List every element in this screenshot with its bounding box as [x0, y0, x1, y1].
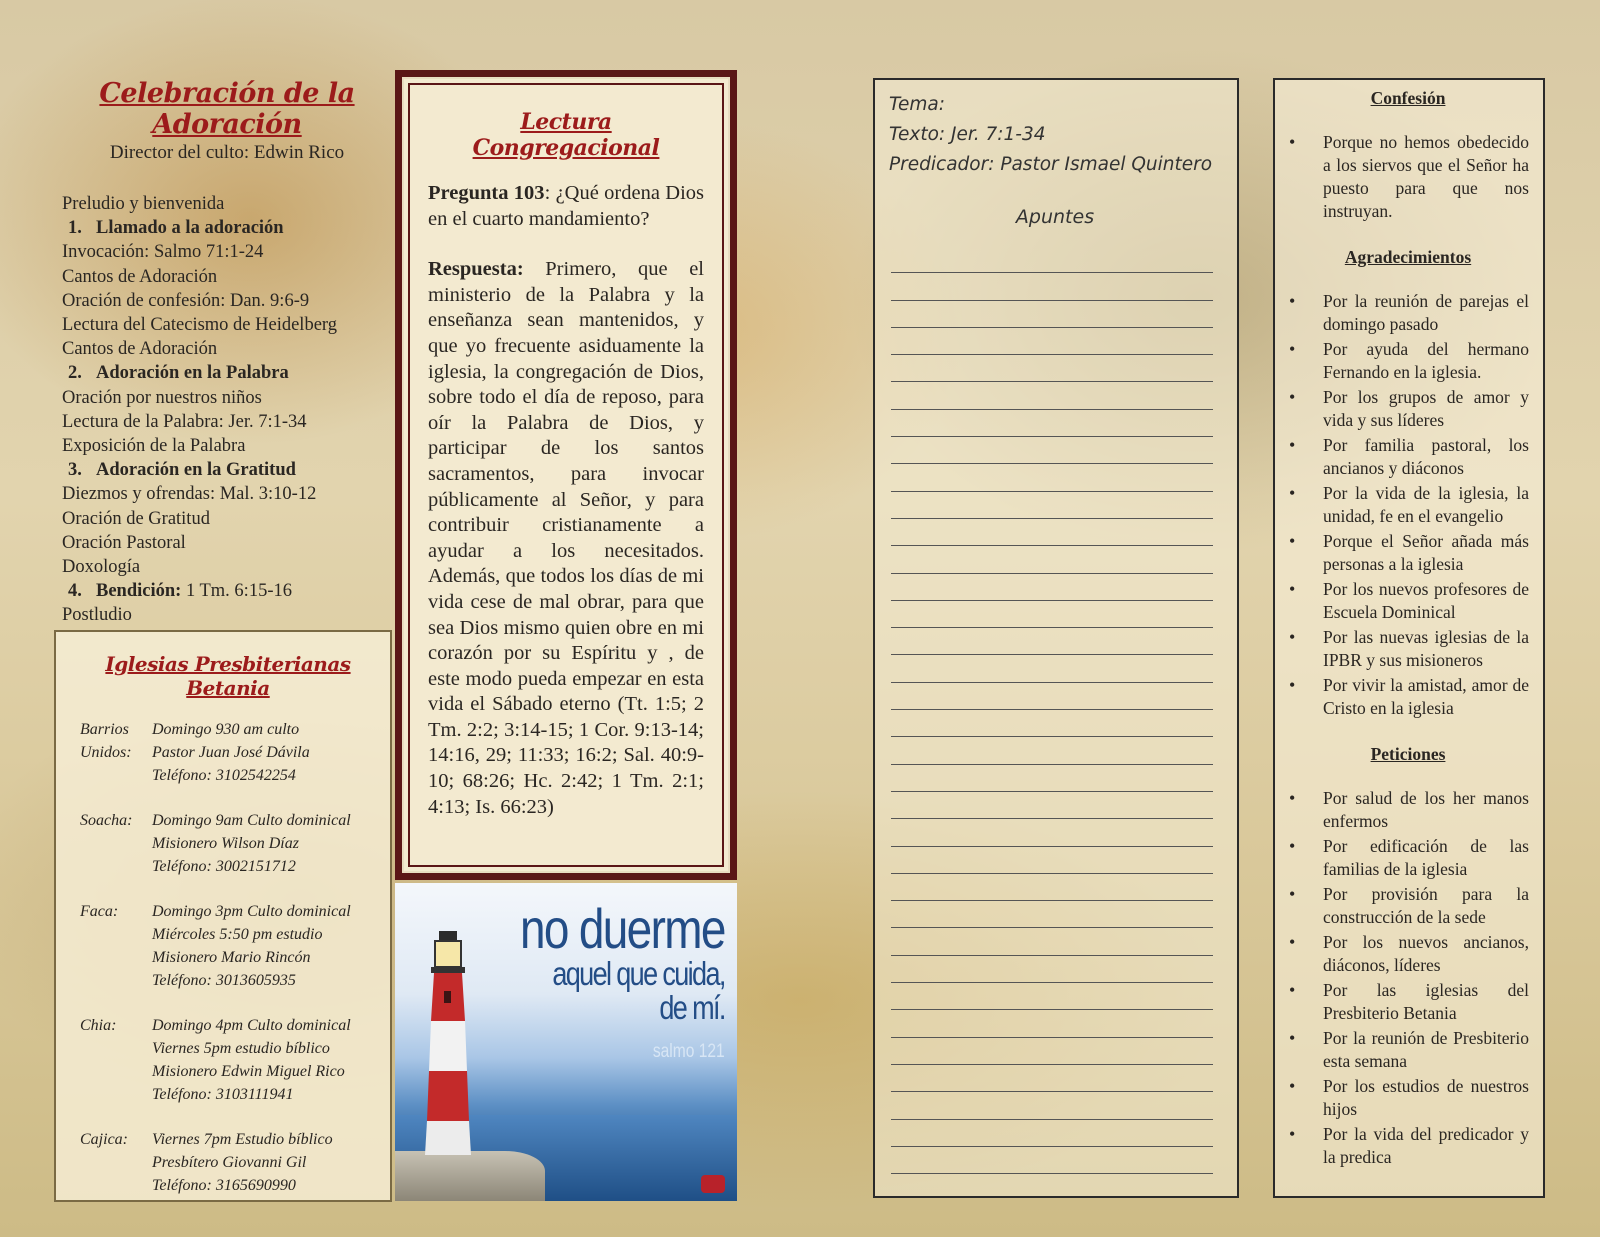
church-city: Soacha:: [80, 812, 133, 829]
church-detail-line: Misionero Edwin Miguel Rico: [152, 1063, 345, 1080]
note-rule-line: [891, 847, 1213, 874]
church-detail-line: Domingo 4pm Culto dominical: [152, 1017, 351, 1034]
sermon-text: Texto: Jer. 7:1-34: [889, 124, 1046, 145]
note-rule-line: [891, 901, 1213, 928]
church-details: [152, 1014, 351, 1106]
church-entry: [80, 900, 376, 992]
church-list: [80, 718, 376, 1197]
sermon-preacher: Predicador: Pastor Ismael Quintero: [889, 154, 1213, 175]
church-entry: [80, 1014, 376, 1106]
quote-line-1: no duerme: [520, 897, 725, 960]
note-rule-line: [891, 765, 1213, 792]
note-rule-line: [891, 792, 1213, 819]
church-detail-line: Domingo 3pm Culto dominical: [152, 903, 351, 920]
note-rule-line: [891, 246, 1213, 273]
section-number: 1.: [68, 218, 82, 239]
note-rule-line: [891, 464, 1213, 491]
prayer-item: • Porque el Señor añada más personas a la iglesia: [1287, 530, 1529, 576]
church-details: [152, 900, 351, 992]
worship-items-list: [62, 192, 392, 628]
note-rule-line: [891, 546, 1213, 573]
worship-item: Oración por nuestros niños: [62, 387, 262, 408]
reading-inner-frame: [402, 77, 730, 873]
notes-heading: Apuntes: [1015, 206, 1095, 228]
prayer-item: • Por los estudios de nuestros hijos: [1287, 1075, 1529, 1121]
publisher-logo-icon: [701, 1175, 725, 1193]
church-detail-line: Pastor Juan José Dávila: [152, 744, 310, 761]
prayer-item: • Por las iglesias del Presbiterio Betania: [1287, 979, 1529, 1025]
note-rule-line: [891, 1147, 1213, 1174]
church-detail-line: Miércoles 5:50 pm estudio: [152, 926, 323, 943]
church-detail-line: Teléfono: 3165690990: [152, 1177, 296, 1194]
confession-list: [1287, 131, 1529, 223]
section-label: Adoración en la Gratitud: [96, 460, 296, 481]
note-rule-line: [891, 737, 1213, 764]
prayer-item: • Por vivir la amistad, amor de Cristo en la iglesia: [1287, 674, 1529, 720]
petitions-heading: Peticiones: [1370, 744, 1446, 764]
petitions-list: [1287, 787, 1529, 1169]
section-label: Llamado a la adoración: [96, 218, 284, 239]
prayer-item: • Por los grupos de amor y vida y sus líderes: [1287, 386, 1529, 432]
church-details: [152, 718, 310, 787]
church-details: [152, 1128, 333, 1197]
prayer-item: • Por los nuevos ancianos, diáconos, líderes: [1287, 931, 1529, 977]
church-detail-line: Teléfono: 3013605935: [152, 972, 296, 989]
answer-label: Respuesta:: [428, 258, 524, 281]
image-quote: [520, 897, 725, 1063]
prayer-item: • Por familia pastoral, los ancianos y diáconos: [1287, 434, 1529, 480]
prayer-item: • Por provisión para la construcción de la sede: [1287, 883, 1529, 929]
prayer-item: • Por la vida del predicador y la predica: [1287, 1123, 1529, 1169]
church-entry: [80, 718, 376, 787]
church-detail-line: Misionero Wilson Díaz: [152, 835, 299, 852]
prayer-item: • Por la reunión de Presbiterio esta semana: [1287, 1027, 1529, 1073]
prayer-item: • Por salud de los her manos enfermos: [1287, 787, 1529, 833]
note-rule-line: [891, 1092, 1213, 1119]
church-city: Barrios Unidos:: [80, 721, 132, 761]
note-rule-line: [891, 328, 1213, 355]
worship-item: Diezmos y ofrendas: Mal. 3:10-12: [62, 484, 317, 505]
prayer-item: • Porque no hemos obedecido a los siervos que el Señor ha puesto para que nos instruyan.: [1287, 131, 1529, 223]
worship-order-panel: [62, 78, 392, 628]
rocky-shore: [395, 1151, 545, 1201]
note-rule-line: [891, 874, 1213, 901]
thanksgiving-heading: Agradecimientos: [1344, 247, 1472, 267]
church-detail-line: Misionero Mario Rincón: [152, 949, 311, 966]
church-city: Faca:: [80, 903, 119, 920]
note-rule-line: [891, 1065, 1213, 1092]
worship-item: Oración de confesión: Dan. 9:6-9: [62, 290, 310, 311]
worship-director: Director del culto: Edwin Rico: [109, 142, 345, 163]
worship-item: Doxología: [62, 557, 141, 578]
prayer-item: • Por los nuevos profesores de Escuela Dominical: [1287, 578, 1529, 624]
note-rule-line: [891, 1010, 1213, 1037]
sermon-notes-panel: [873, 78, 1239, 1198]
note-rule-line: [891, 437, 1213, 464]
worship-item: Oración Pastoral: [62, 532, 186, 553]
prayer-panel: [1273, 78, 1545, 1198]
note-rule-line: [891, 519, 1213, 546]
note-rule-line: [891, 273, 1213, 300]
churches-box: [54, 630, 392, 1202]
note-rule-line: [891, 956, 1213, 983]
prayer-item: • Por las nuevas iglesias de la IPBR y sus misioneros: [1287, 626, 1529, 672]
quote-reference: salmo 121: [653, 1041, 725, 1062]
lighthouse-image: [395, 883, 737, 1201]
quote-line-2: aquel que cuida,: [552, 955, 725, 992]
church-details: [152, 809, 351, 878]
worship-section-heading: [62, 216, 392, 240]
worship-item: Cantos de Adoración: [62, 339, 218, 360]
note-rule-line: [891, 301, 1213, 328]
note-rule-line: [891, 655, 1213, 682]
worship-item: Cantos de Adoración: [62, 266, 218, 287]
church-detail-line: Teléfono: 3002151712: [152, 858, 296, 875]
church-city: Cajica:: [80, 1131, 128, 1148]
question-label: Pregunta 103: [428, 182, 545, 204]
note-rule-line: [891, 410, 1213, 437]
note-rule-line: [891, 382, 1213, 409]
note-rule-line: [891, 1038, 1213, 1065]
worship-item: Lectura del Catecismo de Heidelberg: [62, 315, 337, 336]
prayer-item: • Por ayuda del hermano Fernando en la iglesia.: [1287, 338, 1529, 384]
note-rule-line: [891, 683, 1213, 710]
catechism-answer: [428, 257, 704, 820]
section-number: 4.: [68, 581, 82, 602]
congregational-reading-panel: [395, 70, 737, 880]
note-rule-line: [891, 819, 1213, 846]
question-text: : ¿Qué ordena Dios en el cuarto mandamiento?: [428, 182, 704, 230]
section-number: 2.: [68, 363, 82, 384]
confession-heading: Confesión: [1370, 88, 1446, 108]
church-entry: [80, 809, 376, 878]
worship-item: Lectura de la Palabra: Jer. 7:1-34: [62, 411, 307, 432]
section-label: Adoración en la Palabra: [96, 363, 289, 384]
worship-item: Exposición de la Palabra: [62, 436, 246, 457]
churches-title: Iglesias Presbiterianas Betania: [105, 652, 351, 700]
note-rule-line: [891, 628, 1213, 655]
church-detail-line: Domingo 930 am culto: [152, 721, 300, 738]
worship-section-heading: [62, 361, 392, 385]
section-number: 3.: [68, 460, 82, 481]
lighthouse-icon: [425, 931, 471, 1155]
worship-title: Celebración de la Adoración: [99, 78, 355, 140]
prayer-item: • Por edificación de las familias de la iglesia: [1287, 835, 1529, 881]
note-rule-line: [891, 492, 1213, 519]
church-detail-line: Viernes 7pm Estudio bíblico: [152, 1131, 333, 1148]
note-rule-line: [891, 601, 1213, 628]
worship-item: Postludio: [62, 605, 132, 626]
worship-section-heading: [62, 579, 392, 603]
prayer-item: • Por la vida de la iglesia, la unidad, fe en el evangelio: [1287, 482, 1529, 528]
worship-item: Oración de Gratitud: [62, 508, 210, 529]
section-reference: 1 Tm. 6:15-16: [181, 581, 292, 602]
worship-item: Preludio y bienvenida: [62, 194, 225, 214]
reading-title: Lectura Congregacional: [472, 109, 660, 161]
worship-item: Invocación: Salmo 71:1-24: [62, 242, 264, 263]
church-city: Chia:: [80, 1017, 117, 1034]
answer-text: Primero, que el ministerio de la Palabra y la enseñanza sean mantenidos, y que yo frecuente asiduamente la iglesia, la congregación de Dios, sobre todo el día de reposo, para oír la Palabra de Dios, y participar de los santos sacramentos, para invocar públicamente al Señor, y para contribuir cristianamente a ayudar a los necesitados. Además, que todos los días de mi vida cese de mal obrar, para que sea Dios mismo quien obre en mi corazón por su Espíritu y , de este modo pueda empezar en esta vida el Sábado eterno (Tt. 1:5; 2 Tm. 2:2; 3:14-15; 1 Cor. 9:13-14; 14:16, 29; 11:33; 16:2; Sal. 40:9-10; 68:26; Hc. 2:42; 1 Tm. 2:1; 4:13; Is. 66:23): [428, 258, 704, 818]
church-detail-line: Presbítero Giovanni Gil: [152, 1154, 307, 1171]
note-rule-line: [891, 928, 1213, 955]
note-rule-line: [891, 983, 1213, 1010]
church-detail-line: Teléfono: 3102542254: [152, 767, 296, 784]
note-rule-line: [891, 1120, 1213, 1147]
sermon-theme: Tema:: [889, 94, 945, 115]
catechism-question: [428, 181, 704, 232]
note-rule-line: [891, 710, 1213, 737]
prayer-item: • Por la reunión de parejas el domingo pasado: [1287, 290, 1529, 336]
section-label: Bendición:: [96, 581, 182, 602]
note-rule-line: [891, 355, 1213, 382]
worship-section-heading: [62, 458, 392, 482]
church-detail-line: Domingo 9am Culto dominical: [152, 812, 351, 829]
quote-line-3: de mí.: [659, 989, 725, 1026]
church-entry: [80, 1128, 376, 1197]
church-detail-line: Teléfono: 3103111941: [152, 1086, 294, 1103]
note-lines: [889, 246, 1221, 1174]
note-rule-line: [891, 574, 1213, 601]
church-detail-line: Viernes 5pm estudio bíblico: [152, 1040, 330, 1057]
thanksgiving-list: [1287, 290, 1529, 720]
